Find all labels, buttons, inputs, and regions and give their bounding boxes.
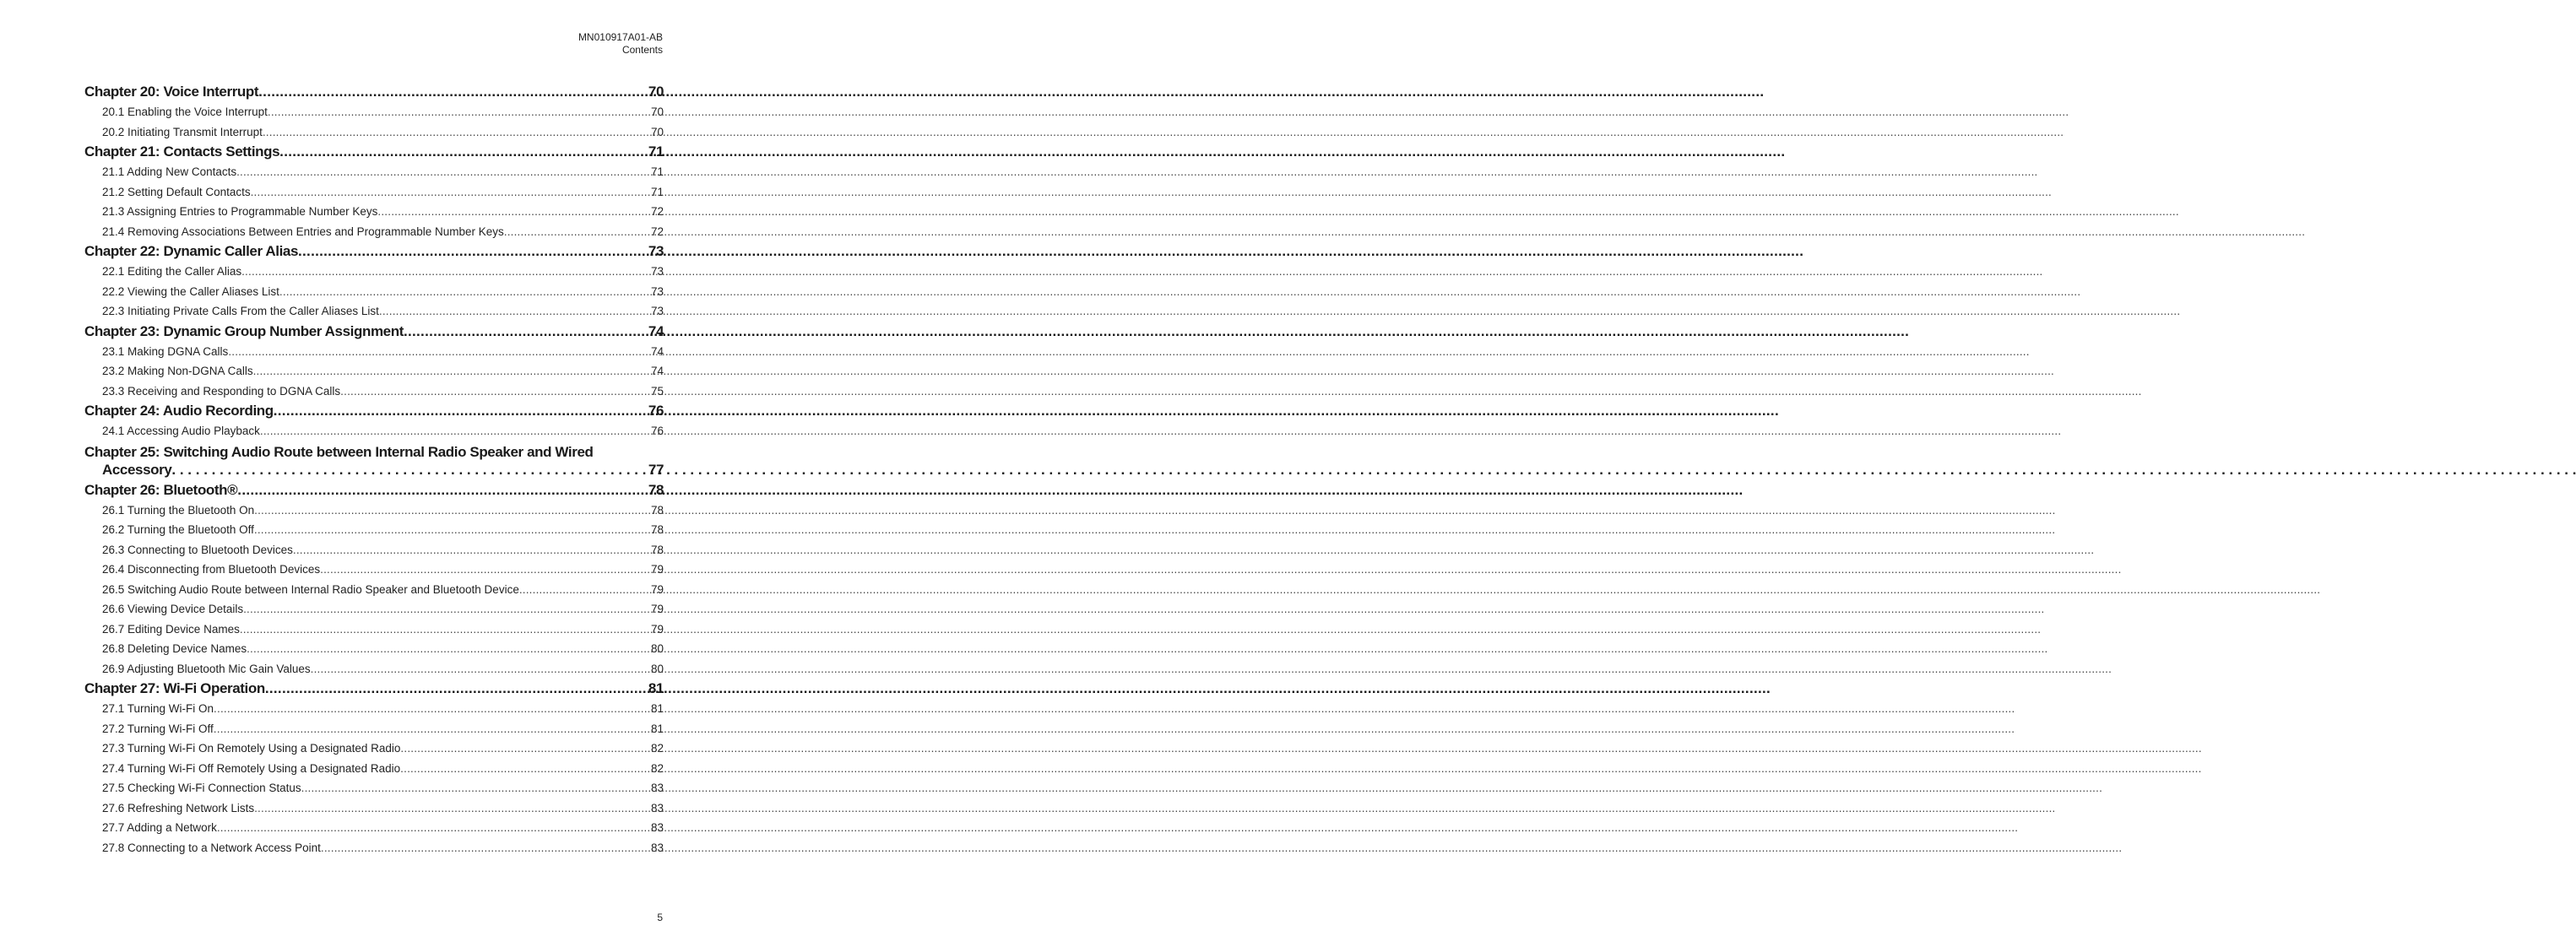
leader-dots — [301, 778, 650, 798]
toc-section-entry-page: 73 — [650, 284, 664, 298]
leader-dots — [237, 480, 648, 501]
toc-section-entry-page: 78 — [650, 503, 664, 517]
toc-section-entry-page: 79 — [650, 603, 664, 615]
leader-dots — [254, 501, 650, 521]
toc-section-entry-page: 79 — [650, 563, 664, 576]
toc-section-entry[interactable] — [84, 639, 664, 659]
toc-chapter-continuation-page: 77 — [648, 461, 664, 478]
toc-chapter-entry[interactable] — [84, 441, 664, 480]
leader-dots — [236, 162, 650, 182]
leader-dots — [279, 282, 650, 302]
toc-section-entry-title: 23.3 Receiving and Responding to DGNA Calls — [102, 384, 341, 398]
leader-dots — [340, 382, 650, 402]
toc-section-entry-title: 21.1 Adding New Contacts — [102, 165, 237, 178]
toc-section-entry-page: 79 — [650, 582, 664, 596]
toc-section-entry-page: 74 — [650, 344, 664, 358]
page-number: 5 — [657, 912, 663, 923]
toc-section-entry-page: 78 — [650, 523, 664, 536]
toc-section-entry[interactable] — [84, 818, 664, 838]
toc-section-entry[interactable] — [84, 520, 664, 540]
toc-section-entry-page: 81 — [650, 722, 664, 735]
toc-section-entry[interactable] — [84, 361, 664, 382]
toc-section-entry-page: 79 — [650, 622, 664, 636]
toc-section-entry-title: 27.8 Connecting to a Network Access Point — [102, 841, 321, 854]
toc-section-entry-page: 70 — [650, 106, 664, 118]
leader-dots — [519, 580, 650, 600]
toc-chapter-continuation[interactable] — [84, 461, 664, 479]
toc-section-entry-title: 26.7 Editing Device Names — [102, 622, 240, 636]
toc-section-entry-title: 27.2 Turning Wi-Fi Off — [102, 722, 214, 735]
leader-dots — [268, 102, 650, 122]
leader-dots — [400, 739, 650, 759]
leader-dots — [217, 818, 650, 838]
toc-section-entry[interactable] — [84, 699, 664, 719]
toc-section-entry[interactable] — [84, 421, 664, 441]
toc-chapter-entry-page: 74 — [648, 322, 664, 339]
toc-section-entry[interactable] — [84, 501, 664, 521]
toc-section-entry-page: 73 — [650, 265, 664, 278]
toc-chapter-entry-title: Chapter 25: Switching Audio Route between Internal Radio Speaker and Wired — [84, 443, 594, 460]
leader-dots — [404, 322, 648, 342]
leader-dots — [251, 182, 650, 203]
leader-dots — [279, 142, 648, 162]
toc-section-entry-page: 76 — [650, 425, 664, 437]
toc-section-entry[interactable] — [84, 262, 664, 282]
leader-dots — [243, 599, 650, 620]
toc-section-entry[interactable] — [84, 838, 664, 858]
toc-section-entry-title: 26.1 Turning the Bluetooth On — [102, 503, 255, 517]
leader-dots — [320, 560, 650, 580]
leader-dots — [241, 262, 650, 282]
toc-section-entry[interactable] — [84, 182, 664, 203]
leader-dots — [254, 520, 650, 540]
toc-section-entry-title: 27.3 Turning Wi-Fi On Remotely Using a Designated Radio — [102, 742, 401, 755]
toc-section-entry-page: 83 — [650, 821, 664, 834]
toc-chapter-entry[interactable] — [84, 241, 664, 262]
toc-chapter-entry[interactable] — [84, 322, 664, 342]
toc-chapter-entry-title: Chapter 20: Voice Interrupt — [84, 84, 259, 100]
toc-section-entry-title: 21.2 Setting Default Contacts — [102, 185, 251, 198]
leader-dots — [265, 679, 648, 699]
leader-dots — [171, 461, 647, 479]
toc-section-entry-title: 23.1 Making DGNA Calls — [102, 344, 229, 358]
toc-chapter-continuation-title: Accessory — [102, 461, 172, 478]
toc-chapter-entry-page: 76 — [648, 403, 664, 419]
leader-dots — [214, 719, 650, 739]
toc-section-entry[interactable] — [84, 162, 664, 182]
toc-section-entry[interactable] — [84, 222, 664, 242]
toc-section-entry[interactable] — [84, 759, 664, 779]
toc-chapter-entry-page: 78 — [648, 481, 664, 498]
toc-section-entry[interactable] — [84, 659, 664, 679]
toc-section-entry-page: 83 — [650, 841, 664, 854]
toc-section-entry-title: 24.1 Accessing Audio Playback — [102, 425, 260, 437]
toc-section-entry-title: 26.9 Adjusting Bluetooth Mic Gain Values — [102, 662, 311, 675]
toc-section-entry[interactable] — [84, 382, 664, 402]
toc-section-entry[interactable] — [84, 580, 664, 600]
toc-chapter-entry-title: Chapter 26: Bluetooth® — [84, 481, 238, 498]
toc-section-entry-title: 26.3 Connecting to Bluetooth Devices — [102, 543, 293, 556]
leader-dots — [379, 301, 650, 322]
toc-section-entry-title: 21.3 Assigning Entries to Programmable Number Keys — [102, 205, 378, 218]
toc-chapter-entry-title: Chapter 24: Audio Recording — [84, 403, 274, 419]
toc-chapter-entry[interactable] — [84, 82, 664, 102]
toc-section-entry-title: 27.5 Checking Wi-Fi Connection Status — [102, 782, 301, 794]
toc-section-entry-title: 23.2 Making Non-DGNA Calls — [102, 365, 253, 377]
leader-dots — [298, 241, 648, 262]
toc-section-entry-page: 83 — [650, 782, 664, 794]
toc-section-entry-page: 81 — [650, 702, 664, 715]
toc-chapter-entry-title: Chapter 22: Dynamic Caller Alias — [84, 243, 299, 259]
toc-section-entry-page: 72 — [650, 225, 664, 238]
toc-section-entry[interactable] — [84, 560, 664, 580]
toc-chapter-entry[interactable] — [84, 480, 664, 501]
leader-dots — [263, 122, 650, 143]
toc-chapter-entry[interactable] — [84, 401, 664, 421]
toc-section-entry-title: 20.2 Initiating Transmit Interrupt — [102, 125, 263, 138]
toc-section-entry-title: 21.4 Removing Associations Between Entries and Programmable Number Keys — [102, 225, 504, 238]
toc-section-entry-title: 26.4 Disconnecting from Bluetooth Devices — [102, 563, 321, 576]
toc-section-entry-title: 26.2 Turning the Bluetooth Off — [102, 523, 254, 536]
leader-dots — [247, 639, 650, 659]
toc-chapter-entry[interactable] — [84, 679, 664, 699]
leader-dots — [260, 421, 650, 441]
toc-section-entry[interactable] — [84, 202, 664, 222]
leader-dots — [400, 759, 650, 779]
toc-section-entry[interactable] — [84, 599, 664, 620]
toc-chapter-entry-page: 70 — [648, 84, 664, 100]
toc-chapter-entry-title: Chapter 21: Contacts Settings — [84, 143, 280, 160]
leader-dots — [504, 222, 650, 242]
toc-section-entry-page: 75 — [650, 384, 664, 398]
toc-section-entry-page: 73 — [650, 305, 664, 317]
toc-section-entry-page: 72 — [650, 205, 664, 218]
toc-section-entry[interactable] — [84, 739, 664, 759]
leader-dots — [311, 659, 650, 679]
toc-section-entry-page: 70 — [650, 125, 664, 138]
toc-section-entry-title: 27.4 Turning Wi-Fi Off Remotely Using a Designated Radio — [102, 761, 401, 775]
toc-section-entry[interactable] — [84, 778, 664, 798]
leader-dots — [293, 540, 650, 560]
document-id: MN010917A01-AB — [578, 31, 663, 43]
toc-section-entry-title: 26.6 Viewing Device Details — [102, 603, 244, 615]
toc-section-entry-title: 22.3 Initiating Private Calls From the Caller Aliases List — [102, 305, 379, 317]
toc-section-entry[interactable] — [84, 719, 664, 739]
toc-section-entry-page: 71 — [650, 185, 664, 198]
toc-section-entry-title: 26.5 Switching Audio Route between Internal Radio Speaker and Bluetooth Device — [102, 582, 519, 596]
toc-chapter-entry[interactable] — [84, 142, 664, 162]
toc-chapter-entry-page: 81 — [648, 680, 664, 696]
toc-section-entry-page: 82 — [650, 742, 664, 755]
toc-section-entry-page: 71 — [650, 165, 664, 178]
toc-section-entry-page: 78 — [650, 543, 664, 556]
toc-section-entry-title: 20.1 Enabling the Voice Interrupt — [102, 106, 268, 118]
toc-chapter-entry-page: 71 — [648, 143, 664, 160]
leader-dots — [321, 838, 650, 858]
toc-section-entry-title: 22.2 Viewing the Caller Aliases List — [102, 284, 279, 298]
toc-section-entry-title: 26.8 Deleting Device Names — [102, 642, 247, 655]
toc-chapter-entry-title: Chapter 23: Dynamic Group Number Assignment — [84, 322, 404, 339]
leader-dots — [253, 361, 650, 382]
toc-section-entry[interactable] — [84, 620, 664, 640]
leader-dots — [377, 202, 650, 222]
section-name: Contents — [621, 44, 663, 56]
toc-section-entry[interactable] — [84, 798, 664, 819]
toc-chapter-entry-page: 73 — [648, 243, 664, 259]
toc-section-entry[interactable] — [84, 540, 664, 560]
toc-section-entry[interactable] — [84, 282, 664, 302]
toc-section-entry-page: 80 — [650, 662, 664, 675]
toc-section-entry[interactable] — [84, 122, 664, 143]
toc-section-entry-title: 22.1 Editing the Caller Alias — [102, 265, 242, 278]
leader-dots — [214, 699, 650, 719]
toc-chapter-entry-title: Chapter 27: Wi-Fi Operation — [84, 680, 265, 696]
toc-section-entry-title: 27.6 Refreshing Network Lists — [102, 801, 255, 814]
toc-section-entry-page: 83 — [650, 801, 664, 814]
toc-section-entry[interactable] — [84, 301, 664, 322]
toc-section-entry-title: 27.1 Turning Wi-Fi On — [102, 702, 214, 715]
leader-dots — [258, 82, 648, 102]
leader-dots — [240, 620, 650, 640]
toc-section-entry-title: 27.7 Adding a Network — [102, 821, 217, 834]
toc-section-entry-page: 74 — [650, 365, 664, 377]
toc-section-entry-page: 82 — [650, 761, 664, 775]
toc-section-entry[interactable] — [84, 342, 664, 362]
leader-dots — [274, 401, 648, 421]
toc-section-entry-page: 80 — [650, 642, 664, 655]
leader-dots — [228, 342, 650, 362]
toc-section-entry[interactable] — [84, 102, 664, 122]
table-of-contents — [84, 82, 664, 858]
leader-dots — [254, 798, 650, 819]
page-header — [578, 31, 663, 57]
